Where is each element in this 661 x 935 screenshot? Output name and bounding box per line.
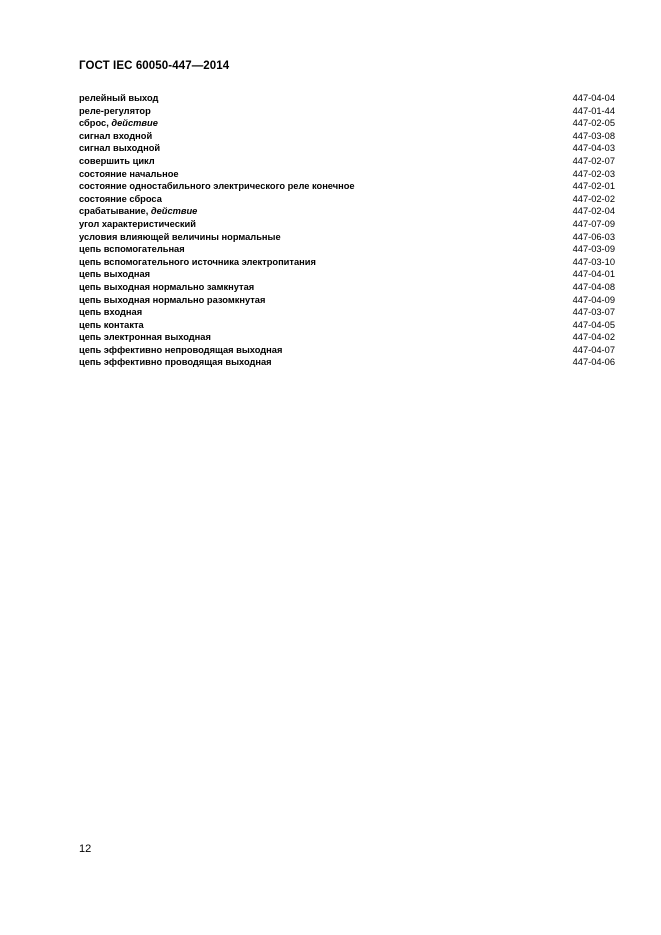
index-term [79, 155, 155, 168]
index-entry [79, 231, 615, 244]
index-term-text: цепь выходная [79, 269, 151, 280]
index-entry [79, 218, 615, 231]
index-term-code: 447-04-05 [572, 319, 615, 330]
index-entry [79, 142, 615, 155]
index-term [79, 105, 151, 118]
index-entry [79, 92, 615, 105]
index-term [79, 243, 185, 256]
index-term [79, 168, 179, 181]
index-term-code: 447-04-04 [572, 93, 615, 103]
index-term-text: условия влияющей величины нормальные [79, 231, 281, 242]
page-number: 12 [79, 843, 92, 855]
index-term [79, 281, 254, 294]
index-term-code: 447-02-05 [572, 118, 615, 129]
index-term-text: цепь эффективно проводящая выходная [79, 357, 272, 368]
index-entry [79, 243, 615, 256]
index-term-code: 447-01-44 [572, 105, 615, 116]
index-entry [79, 331, 615, 344]
index-term-text: цепь входная [79, 307, 143, 318]
index-term [79, 130, 152, 143]
index-term-code: 447-04-02 [572, 332, 615, 343]
index-entry [79, 193, 615, 206]
index-term-code: 447-03-08 [572, 130, 615, 141]
index-entry [79, 319, 615, 332]
index-term-code: 447-02-07 [572, 155, 615, 166]
index-entry [79, 294, 615, 307]
index-term-text: цепь выходная нормально разомкнутая [79, 294, 266, 305]
index-entry [79, 356, 615, 369]
index-term-qualifier: действие [150, 206, 198, 217]
index-term-text: цепь вспомогательная [79, 244, 185, 255]
index-term-text: срабатывание, [79, 206, 151, 217]
index-entry [79, 268, 615, 281]
term-index-list [79, 92, 615, 369]
index-term [79, 142, 160, 155]
index-term [79, 205, 197, 218]
index-term-text: сброс, [79, 118, 112, 129]
index-term-code: 447-04-06 [572, 357, 615, 368]
index-entry [79, 105, 615, 118]
index-term-text: состояние сброса [79, 193, 162, 204]
index-term-code: 447-04-01 [572, 269, 615, 280]
page-header-title: ГОСТ IEC 60050-447—2014 [79, 60, 230, 72]
index-entry [79, 130, 615, 143]
index-term-text: реле-регулятор [79, 105, 151, 116]
index-term-code: 447-04-09 [572, 294, 615, 305]
index-entry [79, 344, 615, 357]
index-term [79, 331, 211, 344]
index-term-code: 447-04-07 [572, 344, 615, 355]
index-term-code: 447-02-01 [572, 181, 615, 192]
index-entry [79, 256, 615, 269]
index-entry [79, 117, 615, 130]
index-entry [79, 155, 615, 168]
index-term-text: угол характеристический [79, 218, 196, 229]
index-term-code: 447-04-08 [572, 281, 615, 292]
index-term [79, 319, 144, 332]
index-term [79, 294, 265, 307]
index-term [79, 117, 158, 130]
index-term-text: совершить цикл [79, 155, 155, 166]
index-entry [79, 281, 615, 294]
index-term-text: релейный выход [79, 93, 159, 103]
index-term [79, 193, 162, 206]
index-entry [79, 306, 615, 319]
index-term-text: цепь вспомогательного источника электропитания [79, 256, 316, 267]
index-term-code: 447-04-03 [572, 143, 615, 154]
index-term-code: 447-06-03 [572, 231, 615, 242]
index-entry [79, 180, 615, 193]
index-entry [79, 205, 615, 218]
index-term-code: 447-07-09 [572, 218, 615, 229]
index-term [79, 306, 142, 319]
index-term-text: сигнал выходной [79, 143, 161, 154]
index-term-text: цепь контакта [79, 319, 144, 330]
index-term [79, 268, 150, 281]
index-term-text: цепь электронная выходная [79, 332, 211, 343]
index-term [79, 180, 355, 193]
index-term-qualifier: действие [111, 118, 158, 129]
index-term-text: сигнал входной [79, 130, 153, 141]
index-term [79, 92, 158, 105]
index-entry [79, 168, 615, 181]
index-term-text: цепь эффективно непроводящая выходная [79, 344, 283, 355]
index-term-code: 447-03-10 [572, 256, 615, 267]
index-term-text: состояние одностабильного электрического реле конечное [79, 181, 355, 192]
index-term [79, 344, 282, 357]
index-term-text: цепь выходная нормально замкнутая [79, 281, 255, 292]
index-term-code: 447-03-07 [572, 307, 615, 318]
index-term [79, 231, 281, 244]
index-term-code: 447-03-09 [572, 244, 615, 255]
index-term-code: 447-02-02 [572, 193, 615, 204]
index-term-text: состояние начальное [79, 168, 179, 179]
index-term-code: 447-02-04 [572, 206, 615, 217]
index-term [79, 218, 196, 231]
index-term [79, 356, 272, 369]
index-term [79, 256, 316, 269]
index-term-code: 447-02-03 [572, 168, 615, 179]
